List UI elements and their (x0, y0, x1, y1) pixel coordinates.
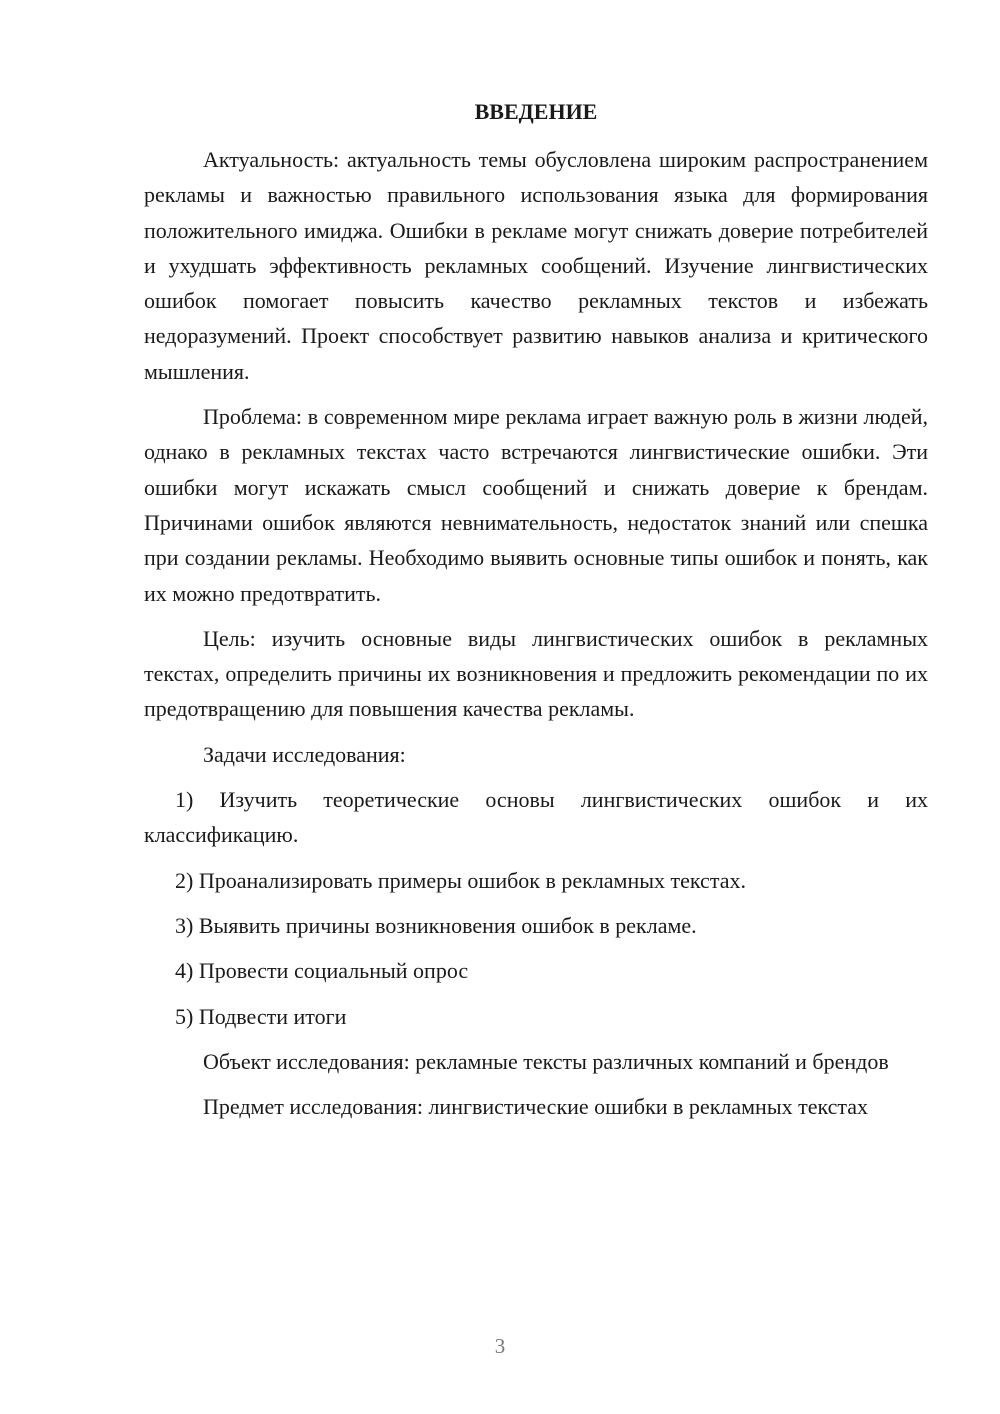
task-item-1: 1) Изучить теоретические основы лингвистических ошибок и их классификацию. (144, 787, 928, 848)
section-title: ВВЕДЕНИЕ (474, 99, 598, 124)
task-item-4: 4) Провести социальный опрос (175, 958, 469, 984)
tasks-heading: Задачи исследования: (203, 741, 406, 767)
task-item-2: 2) Проанализировать примеры ошибок в рекламных текстах. (175, 867, 746, 893)
object-paragraph: Объект исследования: рекламные тексты различных компаний и брендов (203, 1048, 889, 1074)
task-item-5: 5) Подвести итоги (175, 1003, 347, 1029)
document-page (144, 92, 928, 1134)
relevance-paragraph: Актуальность: актуальность темы обусловлена широким распространением рекламы и важностью правильного использования языка для формирования положительного имиджа. Ошибки в рекламе могут снижать доверие потребителей и ухудшать эффективность рекламных сообщений. Изучение лингвистических ошибок помогает повысить качество рекламных текстов и избежать недоразумений. Проект способствует развитию навыков анализа и критического мышления. (144, 147, 928, 384)
subject-paragraph: Предмет исследования: лингвистические ошибки в рекламных текстах (203, 1094, 869, 1120)
task-item-3: 3) Выявить причины возникновения ошибок в рекламе. (175, 912, 697, 938)
goal-paragraph: Цель: изучить основные виды лингвистических ошибок в рекламных текстах, определить причины их возникновения и предложить рекомендации по их предотвращению для повышения качества рекламы. (144, 625, 928, 722)
problem-paragraph: Проблема: в современном мире реклама играет важную роль в жизни людей, однако в рекламных текстах часто встречаются лингвистические ошибки. Эти ошибки могут искажать смысл сообщений и снижать доверие к брендам. Причинами ошибок являются невнимательность, недостаток знаний или спешка при создании рекламы. Необходимо выявить основные типы ошибок и понять, как их можно предотвратить. (144, 404, 928, 606)
page-number: 3 (494, 1334, 506, 1358)
